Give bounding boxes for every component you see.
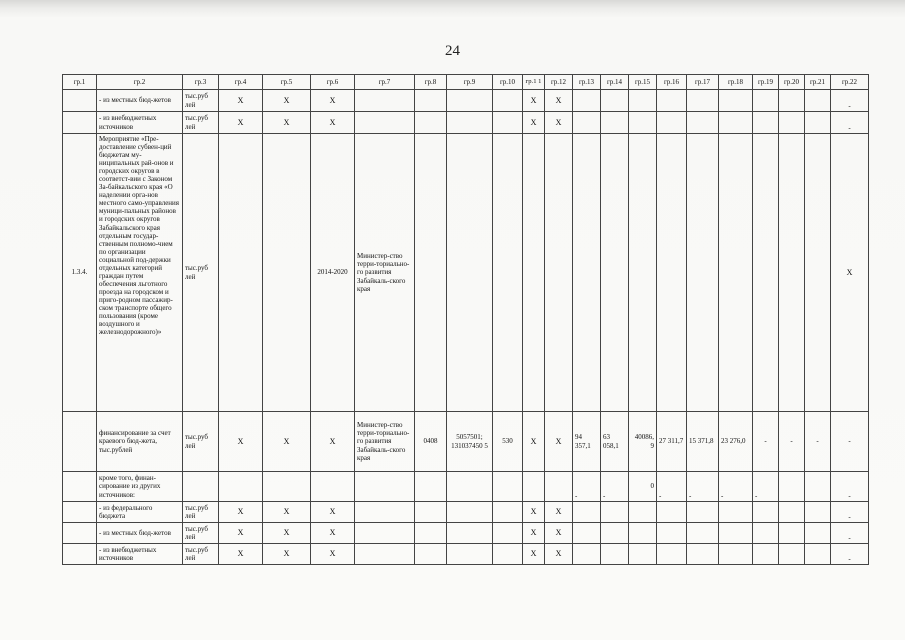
cell: - — [831, 472, 869, 502]
cell: X — [219, 502, 263, 523]
col-header: гр.10 — [493, 75, 523, 90]
cell: X — [219, 412, 263, 472]
cell: - — [779, 412, 805, 472]
cell: X — [311, 412, 355, 472]
cell: - — [831, 523, 869, 544]
col-header: гр.4 — [219, 75, 263, 90]
cell: X — [219, 90, 263, 112]
cell: - — [719, 472, 753, 502]
unit-cell: тыс.руб лей — [183, 90, 219, 112]
financing-row — [63, 412, 869, 472]
col-header: гр.19 — [753, 75, 779, 90]
col-header: гр.14 — [601, 75, 629, 90]
cell: X — [545, 502, 573, 523]
cell: 0 — [629, 472, 657, 502]
cell: X — [523, 544, 545, 565]
page-number: 24 — [445, 43, 460, 59]
col-header: гр.9 — [447, 75, 493, 90]
cell: X — [523, 523, 545, 544]
col-header: гр.13 — [573, 75, 601, 90]
cell: 40086, 9 — [629, 412, 657, 472]
cell: X — [523, 112, 545, 134]
unit-cell: тыс.руб лей — [183, 523, 219, 544]
col-header: гр.7 — [355, 75, 415, 90]
col-header: гр.20 — [779, 75, 805, 90]
program-table — [62, 74, 869, 565]
col-header: гр.17 — [687, 75, 719, 90]
col-header: гр.16 — [657, 75, 687, 90]
cell: - — [805, 412, 831, 472]
col-header: гр.6 — [311, 75, 355, 90]
measure-code: 1.3.4. — [63, 134, 97, 412]
cell: X — [523, 502, 545, 523]
cell: - — [831, 90, 869, 112]
cell: X — [311, 502, 355, 523]
col-header: гр.8 — [415, 75, 447, 90]
col-header: гр.1 1 — [523, 75, 545, 90]
row-label: финансирование за счет краевого бюд-жета, тыс.рублей — [97, 412, 183, 472]
row-label: - из местных бюд-жетов — [97, 523, 183, 544]
row-label: - из внебюджетных источников — [97, 544, 183, 565]
cell: 5057501; 131037450 5 — [447, 412, 493, 472]
col-header: гр.15 — [629, 75, 657, 90]
cell: X — [219, 112, 263, 134]
executor-cell: Министер-ство терри-ториально-го развития Забайкаль-ского края — [355, 134, 415, 412]
cell: 23 276,0 — [719, 412, 753, 472]
unit-cell: тыс.руб лей — [183, 412, 219, 472]
table-row — [63, 523, 869, 544]
table-row — [63, 112, 869, 134]
cell: 15 371,8 — [687, 412, 719, 472]
cell: - — [657, 472, 687, 502]
cell: X — [545, 90, 573, 112]
col-header: гр.12 — [545, 75, 573, 90]
table-row — [63, 90, 869, 112]
period-cell: 2014-2020 — [311, 134, 355, 412]
cell: X — [831, 134, 869, 412]
unit-cell: тыс.руб лей — [183, 544, 219, 565]
row-label: кроме того, финан-сирование из других источников: — [97, 472, 183, 502]
col-header: гр.5 — [263, 75, 311, 90]
cell: X — [545, 112, 573, 134]
cell: 94 357,1 — [573, 412, 601, 472]
col-header: гр.18 — [719, 75, 753, 90]
unit-cell: тыс.руб лей — [183, 112, 219, 134]
cell: 0408 — [415, 412, 447, 472]
cell: - — [753, 412, 779, 472]
cell: X — [545, 412, 573, 472]
col-header: гр.1 — [63, 75, 97, 90]
cell: X — [263, 412, 311, 472]
cell: X — [311, 112, 355, 134]
row-label: - из внебюджетных источников — [97, 112, 183, 134]
cell: - — [573, 472, 601, 502]
cell: - — [831, 412, 869, 472]
cell: - — [753, 472, 779, 502]
measure-name: Мероприятие «Пре-доставление субвен-ций бюджетам му-ниципальных рай-онов и городских округов в соответст-вии с Законом За-байкальского края «О наделении орга-нов местного само-управления муници-пальных районов и городских округов Забайкальского края отдельным государ-ственным полномо-чием по организации социальной под-держки отдельных категорий граждан путем обеспечения льготного проезда на городском и приго-родном пассажир-ском транспорте общего пользования (кроме воздушного и железнодорожного)» — [97, 134, 183, 412]
cell: X — [523, 90, 545, 112]
cell: 63 058,1 — [601, 412, 629, 472]
cell: - — [831, 502, 869, 523]
col-header: гр.21 — [805, 75, 831, 90]
table-row — [63, 502, 869, 523]
unit-cell: тыс.руб лей — [183, 134, 219, 412]
cell: X — [219, 544, 263, 565]
cell: X — [219, 523, 263, 544]
cell: X — [311, 544, 355, 565]
cell: 27 311,7 — [657, 412, 687, 472]
cell: X — [263, 544, 311, 565]
col-header: гр.3 — [183, 75, 219, 90]
cell: X — [545, 544, 573, 565]
cell: X — [263, 112, 311, 134]
executor-cell: Министер-ство терри-ториально-го развития Забайкаль-ского края — [355, 412, 415, 472]
cell: X — [311, 523, 355, 544]
cell: 530 — [493, 412, 523, 472]
col-header: гр.2 — [97, 75, 183, 90]
cell: X — [263, 502, 311, 523]
cell: - — [831, 544, 869, 565]
cell: - — [687, 472, 719, 502]
cell: X — [263, 523, 311, 544]
cell: X — [545, 523, 573, 544]
table-row — [63, 544, 869, 565]
other-sources-row — [63, 472, 869, 502]
col-header: гр.22 — [831, 75, 869, 90]
unit-cell: тыс.руб лей — [183, 502, 219, 523]
cell: X — [263, 90, 311, 112]
row-label: - из местных бюд-жетов — [97, 90, 183, 112]
cell: - — [831, 112, 869, 134]
header-row — [63, 75, 869, 90]
cell: - — [601, 472, 629, 502]
cell: X — [523, 412, 545, 472]
measure-row — [63, 134, 869, 412]
cell: X — [311, 90, 355, 112]
row-label: - из федерального бюджета — [97, 502, 183, 523]
